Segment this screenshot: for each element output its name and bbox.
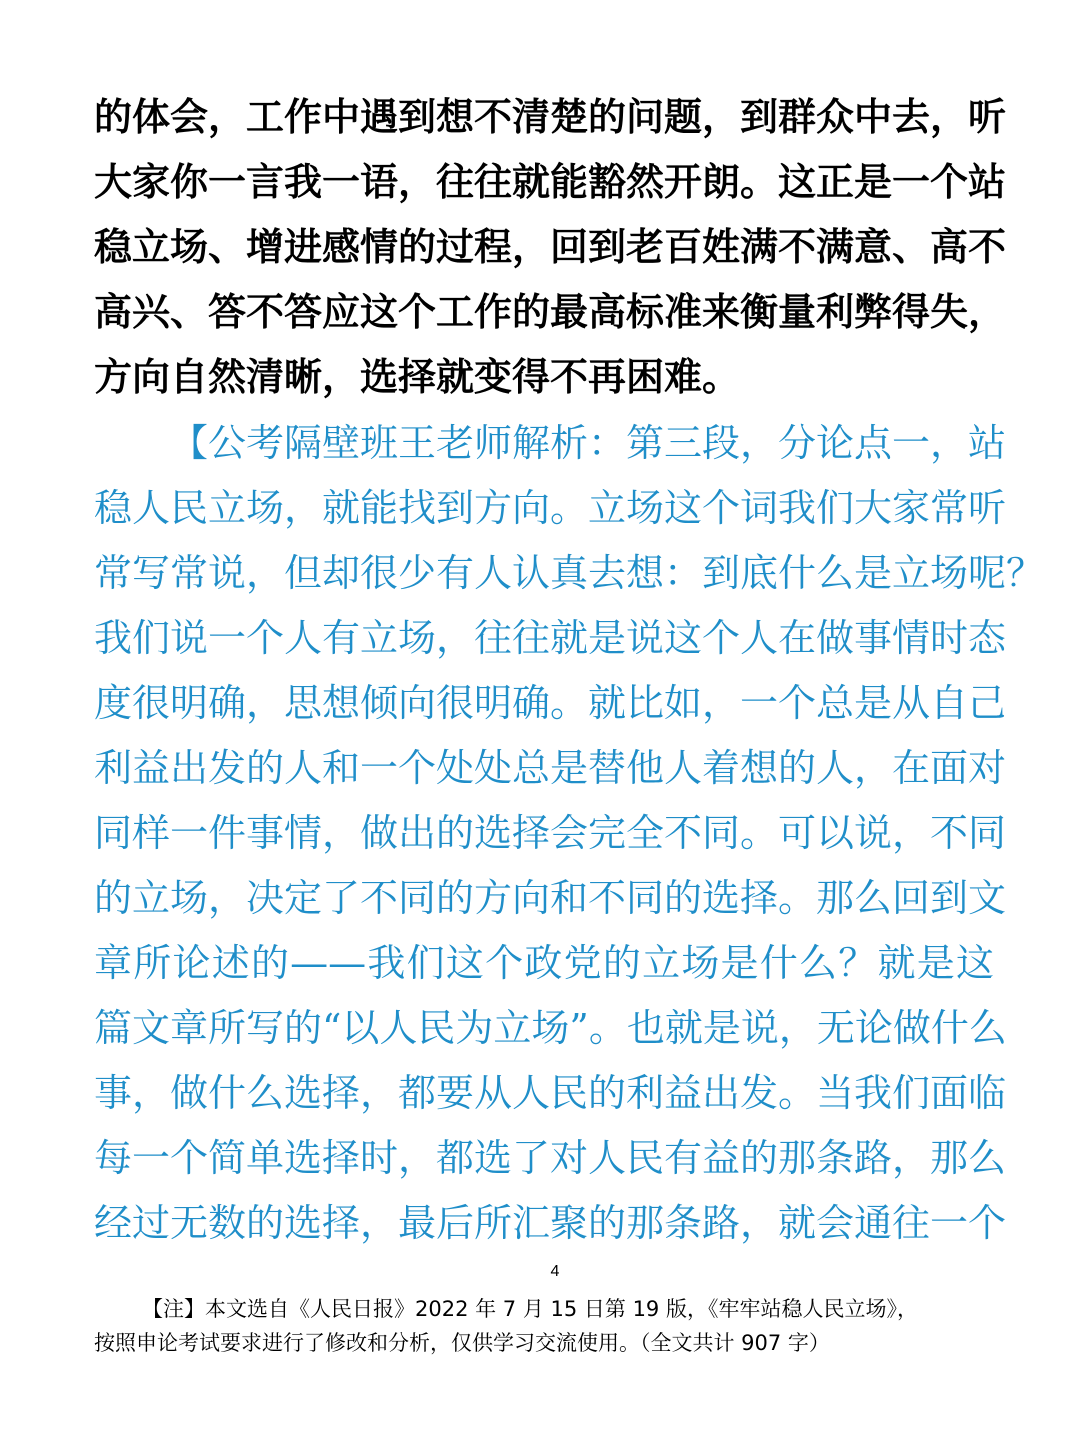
analysis-line: 度很明确，思想倾向很明确。就比如，一个总是从自己 — [94, 681, 1007, 725]
footnote-line: 按照申论考试要求进行了修改和分析，仅供学习交流使用。（全文共计 907 字） — [94, 1331, 830, 1355]
footnote-line: 【注】本文选自《人民日报》2022 年 7 月 15 日第 19 版，《牢牢站稳人民立场》， — [142, 1297, 918, 1321]
body-line: 高兴、答不答应这个工作的最高标准来衡量利弊得失， — [94, 289, 1007, 334]
analysis-line: 篇文章所写的“以人民为立场”。也就是说，无论做什么 — [94, 1006, 1007, 1050]
body-line: 稳立场、增进感情的过程，回到老百姓满不满意、高不 — [94, 224, 1007, 269]
analysis-line: 的立场，决定了不同的方向和不同的选择。那么回到文 — [94, 876, 1007, 920]
page-number: 4 — [550, 1263, 560, 1280]
analysis-line: 经过无数的选择，最后所汇聚的那条路，就会通往一个 — [94, 1201, 1007, 1245]
analysis-line: 事，做什么选择，都要从人民的利益出发。当我们面临 — [94, 1071, 1007, 1115]
body-line: 方向自然清晰，选择就变得不再困难。 — [94, 354, 741, 399]
analysis-paragraph — [94, 411, 1045, 1256]
analysis-line: 常写常说，但却很少有人认真去想：到底什么是立场呢？ — [94, 551, 1045, 595]
body-line: 的体会，工作中遇到想不清楚的问题，到群众中去，听 — [94, 94, 1007, 139]
analysis-line: 利益出发的人和一个处处总是替他人着想的人，在面对 — [94, 746, 1007, 790]
analysis-line: 稳人民立场，就能找到方向。立场这个词我们大家常听 — [94, 486, 1007, 530]
analysis-line: 每一个简单选择时，都选了对人民有益的那条路，那么 — [94, 1136, 1007, 1180]
analysis-line: 章所论述的——我们这个政党的立场是什么？就是这 — [94, 941, 994, 985]
analysis-line: 我们说一个人有立场，往往就是说这个人在做事情时态 — [94, 616, 1007, 660]
analysis-line: 同样一件事情，做出的选择会完全不同。可以说，不同 — [94, 811, 1007, 855]
body-line: 大家你一言我一语，往往就能豁然开朗。这正是一个站 — [94, 159, 1007, 204]
analysis-line: 【公考隔壁班王老师解析：第三段，分论点一，站 — [170, 421, 1007, 465]
body-paragraph — [94, 84, 1007, 409]
footnote — [94, 1292, 1014, 1360]
